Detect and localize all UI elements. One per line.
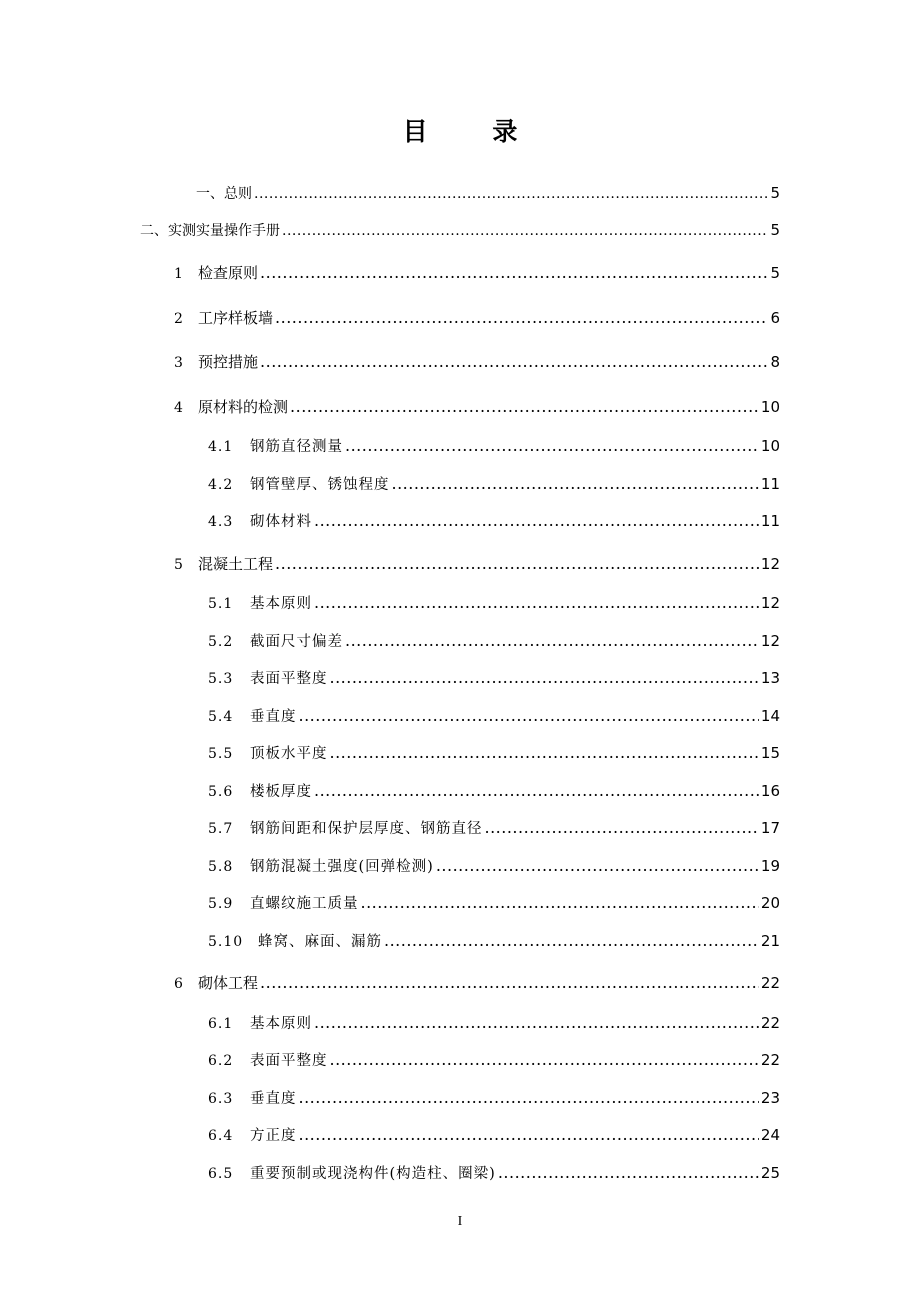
toc-entry-page: 24	[760, 1126, 780, 1144]
toc-entry-page: 10	[760, 437, 780, 455]
toc-entry-label: 原材料的检测	[198, 398, 289, 416]
toc-entry-page: 5	[770, 264, 780, 282]
toc-entry-label: 二、实测实量操作手册	[140, 224, 280, 239]
toc-entry[interactable]	[208, 706, 780, 727]
toc-entry-page: 14	[760, 707, 780, 725]
toc-leader-dots	[299, 1125, 759, 1145]
toc-entry-number: 6	[174, 976, 183, 992]
toc-leader-dots	[330, 668, 759, 688]
toc-entry-number: 2	[174, 311, 183, 327]
toc-leader-dots	[436, 856, 759, 876]
toc-entry-label: 钢筋混凝土强度(回弹检测)	[250, 859, 434, 875]
toc-entry[interactable]	[196, 183, 780, 205]
toc-entry[interactable]	[208, 1125, 780, 1146]
toc-entry-label: 顶板水平度	[250, 746, 328, 762]
toc-entry[interactable]	[174, 263, 780, 284]
toc-entry-number: 6.5	[208, 1166, 234, 1182]
toc-entry-number: 5.2	[208, 634, 234, 650]
toc-entry[interactable]	[208, 1013, 780, 1034]
toc-entry-label: 垂直度	[250, 709, 297, 725]
toc-entry-page: 8	[770, 353, 780, 371]
toc-entry-number: 5.1	[208, 596, 234, 612]
toc-entry[interactable]	[208, 893, 780, 914]
toc-entry-page: 21	[760, 932, 780, 950]
toc-leader-dots	[345, 631, 759, 651]
toc-entry-label: 垂直度	[250, 1091, 297, 1107]
toc-entry-page: 22	[760, 1014, 780, 1032]
toc-entry-page: 17	[760, 819, 780, 837]
toc-entry[interactable]	[208, 436, 780, 457]
toc-title: 目 录	[402, 117, 546, 146]
toc-entry[interactable]	[208, 931, 780, 952]
toc-leader-dots	[314, 1013, 759, 1033]
toc-entry-label: 一、总则	[196, 187, 252, 202]
toc-entry-label: 基本原则	[250, 1016, 312, 1032]
toc-leader-dots	[260, 263, 768, 283]
toc-entry-page: 22	[760, 974, 780, 992]
toc-leader-dots	[260, 352, 768, 372]
toc-entry-page: 6	[770, 309, 780, 327]
toc-entry[interactable]	[208, 1088, 780, 1109]
toc-entry-number: 5.5	[208, 746, 234, 762]
toc-entry-label: 基本原则	[250, 596, 312, 612]
toc-leader-dots	[314, 781, 759, 801]
toc-entry-page: 15	[760, 744, 780, 762]
toc-leader-dots	[392, 474, 759, 494]
toc-entry-number: 6.3	[208, 1091, 234, 1107]
toc-entry[interactable]	[208, 474, 780, 495]
toc-leader-dots	[299, 706, 759, 726]
toc-entry-label: 工序样板墙	[198, 309, 274, 327]
toc-entry[interactable]	[174, 397, 780, 418]
toc-entry-page: 22	[760, 1051, 780, 1069]
toc-entry-label: 预控措施	[198, 353, 259, 371]
toc-leader-dots	[485, 818, 759, 838]
toc-entry[interactable]	[208, 818, 780, 839]
toc-entry-number: 5.9	[208, 896, 234, 912]
toc-entry-label: 砌体工程	[198, 974, 259, 992]
toc-entry-page: 25	[760, 1164, 780, 1182]
toc-leader-dots	[299, 1088, 759, 1108]
toc-leader-dots	[330, 1050, 759, 1070]
toc-entry[interactable]	[208, 856, 780, 877]
toc-leader-dots	[275, 554, 759, 574]
toc-entry-label: 蜂窝、麻面、漏筋	[258, 934, 382, 950]
toc-entry-page: 5	[770, 184, 780, 202]
toc-entry-page: 11	[760, 512, 780, 530]
toc-entry-label: 砌体材料	[250, 514, 312, 530]
toc-entry-label: 钢管壁厚、锈蚀程度	[250, 477, 390, 493]
toc-entry-label: 表面平整度	[250, 671, 328, 687]
toc-leader-dots	[290, 397, 759, 417]
toc-leader-dots	[384, 931, 759, 951]
toc-entry-number: 5.3	[208, 671, 234, 687]
toc-entry-number: 4.2	[208, 477, 234, 493]
toc-entry-page: 10	[760, 398, 780, 416]
toc-entry[interactable]	[174, 352, 780, 373]
footer-page-number: I	[457, 1214, 463, 1229]
toc-entry-label: 表面平整度	[250, 1053, 328, 1069]
toc-entry-number: 5.7	[208, 821, 234, 837]
toc-entry-page: 12	[760, 594, 780, 612]
toc-entry[interactable]	[174, 308, 780, 329]
toc-entry-label: 截面尺寸偏差	[250, 634, 343, 650]
toc-entry[interactable]	[208, 593, 780, 614]
toc-entry-page: 5	[770, 221, 780, 239]
toc-entry-number: 4.1	[208, 439, 234, 455]
toc-entry-number: 5.10	[208, 934, 244, 950]
toc-entry-label: 方正度	[250, 1128, 297, 1144]
toc-entry-number: 5.8	[208, 859, 234, 875]
toc-entry-page: 13	[760, 669, 780, 687]
toc-entry-label: 直螺纹施工质量	[250, 896, 359, 912]
toc-entry-page: 19	[760, 857, 780, 875]
toc-entry-number: 6.4	[208, 1128, 234, 1144]
toc-entry-number: 1	[174, 266, 183, 282]
toc-leader-dots	[498, 1163, 759, 1183]
toc-entry-label: 检查原则	[198, 264, 259, 282]
toc-entry-number: 4.3	[208, 514, 234, 530]
toc-leader-dots	[314, 511, 759, 531]
toc-entry-number: 5.6	[208, 784, 234, 800]
toc-entry-number: 4	[174, 400, 183, 416]
toc-entry-page: 20	[760, 894, 780, 912]
toc-entry-label: 钢筋间距和保护层厚度、钢筋直径	[250, 821, 483, 837]
toc-entry[interactable]	[208, 631, 780, 652]
toc-entry-page: 16	[760, 782, 780, 800]
toc-entry-number: 6.2	[208, 1053, 234, 1069]
toc-leader-dots	[275, 308, 768, 328]
toc-leader-dots	[345, 436, 759, 456]
toc-entry-label: 钢筋直径测量	[250, 439, 343, 455]
toc-entry-page: 12	[760, 632, 780, 650]
toc-entry-label: 混凝土工程	[198, 555, 274, 573]
toc-leader-dots	[282, 221, 768, 241]
toc-entry[interactable]	[208, 668, 780, 689]
toc-leader-dots	[330, 743, 759, 763]
toc-entry[interactable]	[208, 1050, 780, 1071]
toc-entry-page: 11	[760, 475, 780, 493]
toc-entry-label: 重要预制或现浇构件(构造柱、圈梁)	[250, 1166, 496, 1182]
toc-entry-page: 12	[760, 555, 780, 573]
toc-entry-label: 楼板厚度	[250, 784, 312, 800]
toc-entry[interactable]	[208, 743, 780, 764]
toc-entry-number: 3	[174, 355, 183, 371]
toc-leader-dots	[254, 184, 768, 204]
toc-entry[interactable]	[174, 973, 780, 994]
toc-leader-dots	[260, 973, 759, 993]
toc-entry-number: 5.4	[208, 709, 234, 725]
toc-entry-number: 5	[174, 557, 183, 573]
toc-entry-number: 6.1	[208, 1016, 234, 1032]
toc-entry[interactable]	[174, 554, 780, 575]
toc-entry-page: 23	[760, 1089, 780, 1107]
toc-leader-dots	[361, 893, 759, 913]
toc-entry[interactable]	[208, 781, 780, 802]
toc-entry[interactable]	[208, 511, 780, 532]
toc-leader-dots	[314, 593, 759, 613]
toc-entry[interactable]	[140, 220, 780, 242]
toc-entry[interactable]	[208, 1163, 780, 1184]
